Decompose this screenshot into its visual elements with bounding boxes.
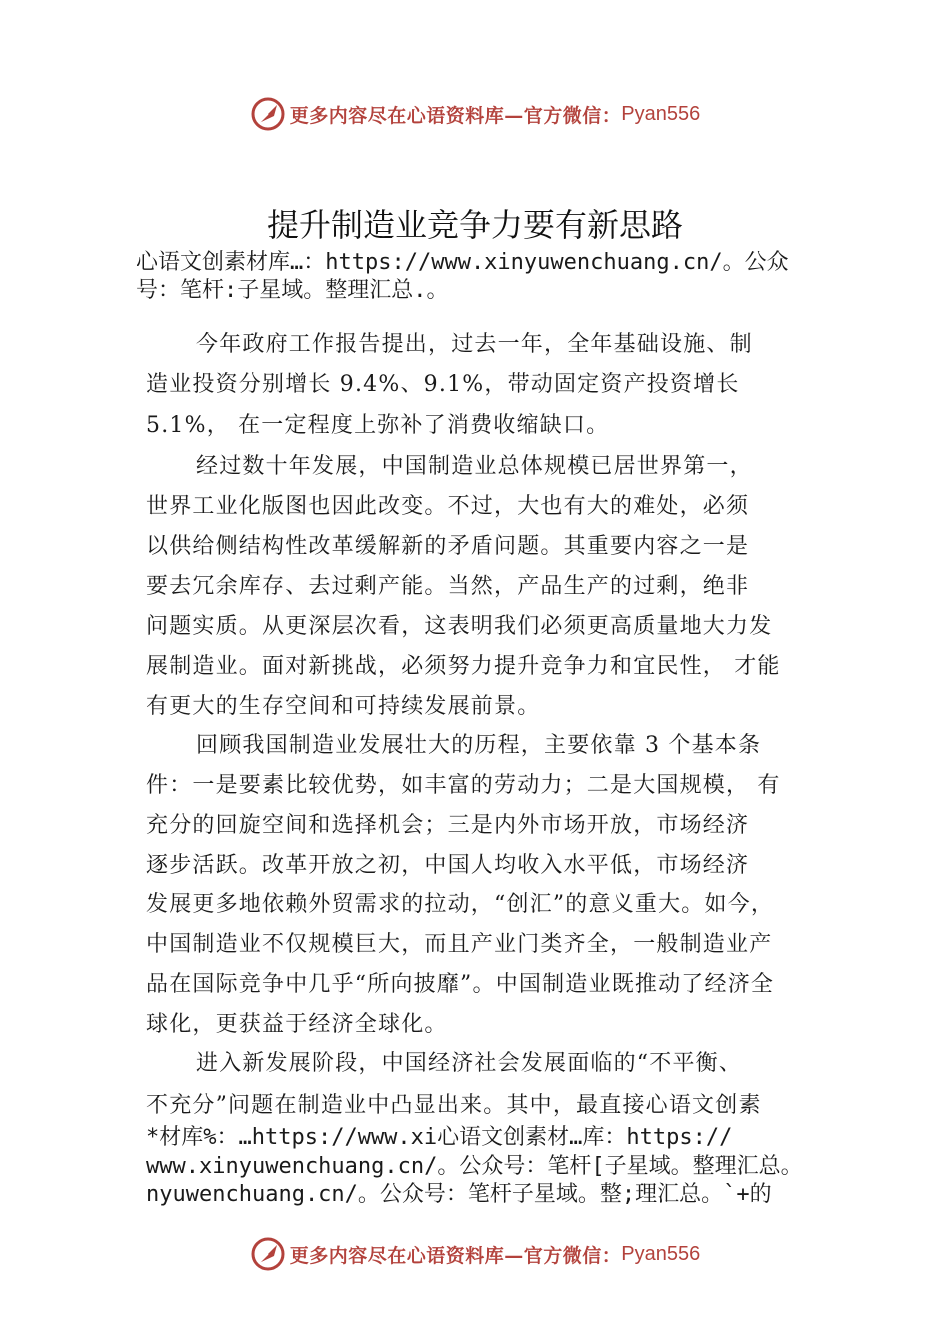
paragraph-line: 进入新发展阶段，中国经济社会发展面临的“不平衡、 [196,1051,743,1076]
banner-text: 更多内容尽在心语资料库—官方微信： [289,1244,622,1267]
paragraph-line: 回顾我国制造业发展壮大的历程，主要依靠 3 个基本条 [196,733,762,758]
paragraph-line: 展制造业。面对新挑战，必须努力提升竞争力和宜民性， 才能 [146,654,781,679]
paragraph-line: 5.1%， 在一定程度上弥补了消费收缩缺口。 [146,413,610,438]
paragraph-line: 发展更多地依赖外贸需求的拉动，“创汇”的意义重大。如今， [146,892,775,917]
paragraph-line: 造业投资分别增长 9.4%、9.1%，带动固定资产投资增长 [146,372,740,397]
header-banner [0,92,950,136]
paragraph-line: 今年政府工作报告提出，过去一年，全年基础设施、制 [196,332,753,357]
paragraph-line: 中国制造业不仅规模巨大，而且产业门类齐全，一般制造业产 [146,932,773,957]
footer-source-line: nyuwenchuang.cn/。公众号：笔杆子星域。整;理汇总。`+的 [146,1182,772,1207]
banner-wechat-id: Pyan556 [621,1242,701,1265]
paragraph-line: 逐步活跃。改革开放之初，中国人均收入水平低，市场经济 [146,853,750,878]
source-line: 心语文创素材库…：https://www.xinyuwenchuang.cn/。公众 [136,250,789,275]
paragraph-line: 问题实质。从更深层次看，这表明我们必须更高质量地大力发 [146,614,773,639]
paragraph-line: 品在国际竞争中几乎“所向披靡”。中国制造业既推动了经济全 [146,972,775,997]
paragraph-line: 要去冗余库存、去过剩产能。当然，产品生产的过剩，绝非 [146,574,750,599]
source-line: 号：笔杆:子星域。整理汇总.。 [136,278,449,303]
footer-banner [0,1232,950,1276]
quill-pen-logo-icon [250,96,286,132]
paragraph-line: 不充分”问题在制造业中凸显出来。其中，最直接心语文创素 [146,1093,762,1118]
paragraph-line: 球化，更获益于经济全球化。 [146,1012,448,1037]
footer-source-line: www.xinyuwenchuang.cn/。公众号：笔杆[子星域。整理汇总。 [146,1154,803,1179]
footer-source-line: *材库%：…https://www.xi心语文创素材…库：https:// [146,1125,733,1150]
quill-pen-logo-icon [250,1236,286,1272]
document-title: 提升制造业竞争力要有新思路 [266,206,683,244]
banner-wechat-id: Pyan556 [621,102,701,125]
paragraph-line: 充分的回旋空间和选择机会；三是内外市场开放，市场经济 [146,813,750,838]
paragraph-line: 以供给侧结构性改革缓解新的矛盾问题。其重要内容之一是 [146,534,750,559]
paragraph-line: 经过数十年发展，中国制造业总体规模已居世界第一， [196,454,753,479]
paragraph-line: 有更大的生存空间和可持续发展前景。 [146,694,541,719]
banner-text: 更多内容尽在心语资料库—官方微信： [289,104,622,127]
paragraph-line: 件：一是要素比较优势，如丰富的劳动力；二是大国规模， 有 [146,773,781,798]
paragraph-line: 世界工业化版图也因此改变。不过，大也有大的难处，必须 [146,494,750,519]
